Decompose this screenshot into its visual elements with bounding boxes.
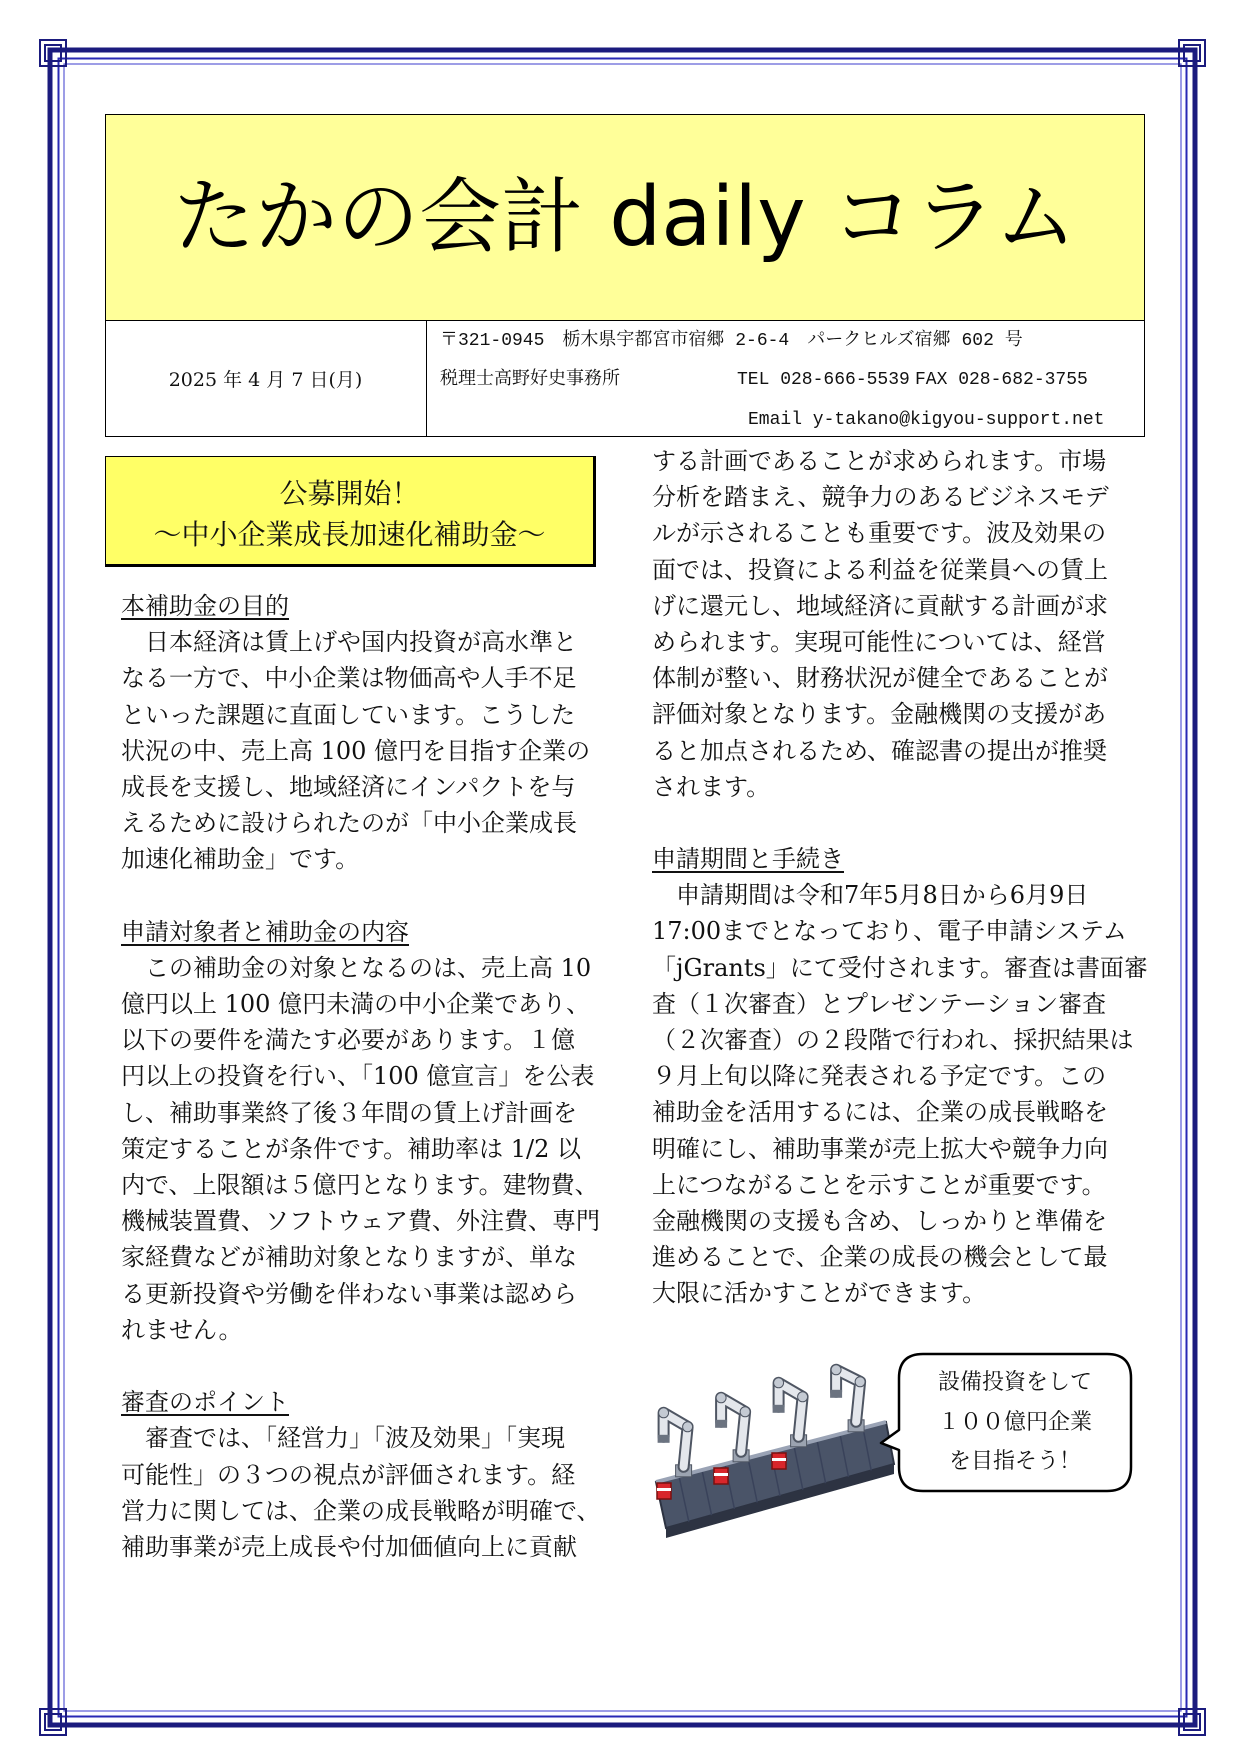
header-divider xyxy=(426,321,427,437)
product-box xyxy=(657,1483,671,1499)
text-line: 補助事業が売上成長や付加価値向上に貢献 xyxy=(121,1532,577,1561)
header-title-row xyxy=(105,114,1145,321)
text-line: 審査では、「経営力」「波及効果」「実現 xyxy=(121,1424,565,1453)
text-line: 以下の要件を満たす必要があります。１億 xyxy=(121,1026,576,1055)
office-tel: TEL 028-666-5539 xyxy=(737,370,910,390)
text-line: する計画であることが求められます。市場 xyxy=(652,447,1107,475)
text-line: 金融機関の支援も含め、しっかりと準備を xyxy=(652,1206,1108,1235)
text-line: 上につながることを示すことが重要です。 xyxy=(652,1170,1106,1199)
text-line: 明確にし、補助事業が売上拡大や競争力向 xyxy=(652,1134,1108,1163)
robot-arm xyxy=(715,1393,750,1462)
office-email: Email y-takano@kigyou-support.net xyxy=(748,410,1105,430)
text-line: 状況の中、売上高 100 億円を目指す企業の xyxy=(121,736,591,765)
text-line: 分析を踏まえ、競争力のあるビジネスモデ xyxy=(652,483,1109,512)
text-line: えるために設けられたのが「中小企業成長 xyxy=(121,809,577,838)
text-line: 体制が整い、財務状況が健全であることが xyxy=(652,664,1108,693)
text-line: されます。 xyxy=(652,772,771,801)
text-line: 面では、投資による利益を従業員への賃上 xyxy=(652,555,1108,584)
speech-bubble-text xyxy=(899,1363,1131,1482)
text-line: 機械装置費、ソフトウェア費、外注費、専門 xyxy=(121,1207,601,1236)
issue-date: 2025 年 4 月 7 日(月) xyxy=(168,369,363,391)
product-box xyxy=(714,1468,728,1484)
text-line: れません。 xyxy=(121,1315,243,1344)
text-line: （２次審査）の２段階で行われ、採択結果は xyxy=(652,1026,1134,1054)
office-fax: FAX 028-682-3755 xyxy=(915,370,1088,390)
article-title-line: 公募開始！ xyxy=(279,477,420,510)
text-line: 億円以上 100 億円未満の中小企業であり、 xyxy=(121,990,591,1019)
text-line: ると加点されるため、確認書の提出が推奨 xyxy=(652,736,1108,765)
section-heading: 申請期間と手続き xyxy=(652,845,844,874)
newsletter-title: たかの会計 daily コラム xyxy=(173,169,1077,265)
text-line: 加速化補助金」です。 xyxy=(121,845,360,874)
text-line: 大限に活かすことができます。 xyxy=(652,1279,987,1308)
robot-arm xyxy=(658,1408,693,1477)
text-line: 日本経済は賃上げや国内投資が高水準と xyxy=(121,628,577,657)
robot-arm xyxy=(773,1378,808,1447)
product-box xyxy=(772,1453,786,1469)
text-line: 営力に関しては、企業の成長戦略が明確で、 xyxy=(121,1496,601,1525)
text-line: ９月上旬以降に発表される予定です。この xyxy=(652,1062,1107,1091)
text-line: げに還元し、地域経済に貢献する計画が求 xyxy=(652,591,1108,620)
right-column xyxy=(652,443,1148,1312)
article-title-box xyxy=(105,456,596,567)
text-line: 進めることで、企業の成長の機会として最 xyxy=(652,1243,1108,1272)
text-line: 内で、上限額は５億円となります。建物費、 xyxy=(121,1171,599,1199)
office-address: 〒321-0945 栃木県宇都宮市宿郷 2-6-4 パークヒルズ宿郷 602 号 xyxy=(440,331,1023,351)
text-line: といった課題に直面しています。こうした xyxy=(121,700,576,729)
text-line: められます。実現可能性については、経営 xyxy=(652,627,1106,656)
bubble-line: 設備投資をして xyxy=(937,1370,1092,1395)
text-line: し、補助事業終了後３年間の賃上げ計画を xyxy=(121,1098,577,1127)
bubble-line: を目指そう！ xyxy=(948,1449,1081,1474)
text-line: 策定することが条件です。補助率は 1/2 以 xyxy=(121,1134,581,1163)
text-line: この補助金の対象となるのは、売上高 10 xyxy=(121,953,592,982)
text-line: 査（１次審査）とプレゼンテーション審査 xyxy=(652,989,1107,1018)
robot-arm xyxy=(830,1365,865,1432)
office-name: 税理士高野好史事務所 xyxy=(440,370,620,390)
left-column xyxy=(121,588,603,1565)
text-line: 成長を支援し、地域経済にインパクトを与 xyxy=(121,772,576,801)
article-subtitle-line: ～中小企業成長加速化補助金～ xyxy=(153,518,546,551)
text-line: 評価対象となります。金融機関の支援があ xyxy=(652,700,1107,729)
robot-arms-conveyor-icon xyxy=(648,1360,898,1540)
text-line: 可能性」の３つの視点が評価されます。経 xyxy=(121,1460,576,1489)
text-line: なる一方で、中小企業は物価高や人手不足 xyxy=(121,664,577,693)
text-line: 申請期間は令和7年5月8日から6月9日 xyxy=(652,881,1089,910)
text-line: 円以上の投資を行い、「100 億宣言」を公表 xyxy=(121,1062,595,1091)
section-heading: 本補助金の目的 xyxy=(121,592,289,620)
text-line: ルが示されることも重要です。波及効果の xyxy=(652,519,1107,548)
bubble-line: １００億円企業 xyxy=(937,1409,1092,1435)
text-line: る更新投資や労働を伴わない事業は認めら xyxy=(121,1279,577,1308)
text-line: 「jGrants」にて受付されます。審査は書面審 xyxy=(652,953,1148,982)
section-heading: 申請対象者と補助金の内容 xyxy=(121,917,409,946)
section-heading: 審査のポイント xyxy=(121,1388,289,1417)
text-line: 家経費などが補助対象となりますが、単な xyxy=(121,1243,577,1272)
text-line: 17:00までとなっており、電子申請システム xyxy=(652,917,1127,946)
text-line: 補助金を活用するには、企業の成長戦略を xyxy=(652,1098,1108,1127)
